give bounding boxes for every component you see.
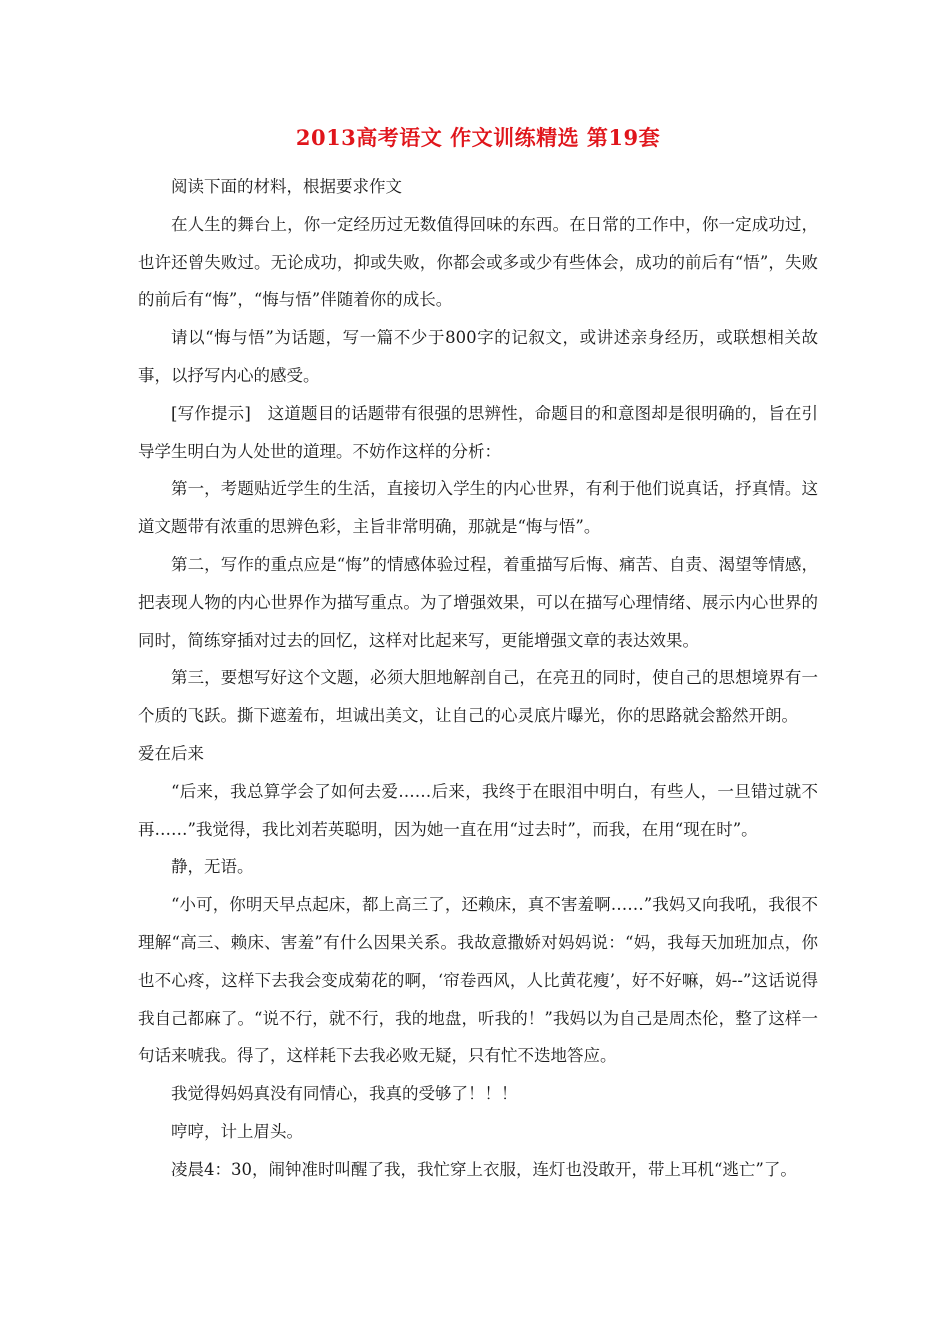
document-page: [138, 118, 818, 1189]
paragraph: 请以“悔与悟”为话题，写一篇不少于800字的记叙文，或讲述亲身经历，或联想相关故事，以抒写内心的感受。: [138, 328, 818, 385]
paragraph: “小可，你明天早点起床，都上高三了，还赖床，真不害羞啊……”我妈又向我吼，我很不理解“高三、赖床、害羞”有什么因果关系。我故意撒娇对妈妈说：“妈，我每天加班加点，你也不心疼，这样下去我会变成菊花的啊，‘帘卷西风，人比黄花瘦’，好不好嘛，妈--”这话说得我自己都麻了。“说不行，就不行，我的地盘，听我的！”我妈以为自己是周杰伦，整了这样一句话来唬我。得了，这样耗下去我必败无疑，只有忙不迭地答应。: [138, 895, 818, 1066]
paragraph: 阅读下面的材料，根据要求作文: [171, 177, 402, 196]
paragraph: 我觉得妈妈真没有同情心，我真的受够了！！！: [171, 1084, 518, 1104]
paragraph: 哼哼，计上眉头。: [171, 1121, 303, 1141]
paragraph: 第二，写作的重点应是“悔”的情感体验过程，着重描写后悔、痛苦、自责、渴望等情感，把表现人物的内心世界作为描写重点。为了增强效果，可以在描写心理情绪、展示内心世界的同时，简练穿插对过去的回忆，这样对比起来写，更能增强文章的表达效果。: [138, 554, 818, 650]
document-body: [138, 168, 818, 1189]
paragraph: 静，无语。: [171, 857, 254, 877]
paragraph: [写作提示] 这道题目的话题带有很强的思辨性，命题目的和意图却是很明确的，旨在引导学生明白为人处世的道理。不妨作这样的分析：: [138, 403, 818, 461]
document-title: 2013高考语文 作文训练精选 第19套: [295, 125, 661, 150]
paragraph: 凌晨4：30，闹钟准时叫醒了我，我忙穿上衣服，连灯也没敢开，带上耳机“逃亡”了。: [171, 1159, 797, 1179]
paragraph: “后来，我总算学会了如何去爱……后来，我终于在眼泪中明白，有些人，一旦错过就不再……”我觉得，我比刘若英聪明，因为她一直在用“过去时”，而我，在用“现在时”。: [138, 781, 818, 839]
paragraph: 第三，要想写好这个文题，必须大胆地解剖自己，在亮丑的同时，使自己的思想境界有一个质的飞跃。撕下遮羞布，坦诚出美文，让自己的心灵底片曝光，你的思路就会豁然开朗。: [138, 668, 818, 726]
paragraph: 在人生的舞台上，你一定经历过无数值得回味的东西。在日常的工作中，你一定成功过，也许还曾失败过。无论成功，抑或失败，你都会或多或少有些体会，成功的前后有“悟”，失败的前后有“悔”，“悔与悟”伴随着你的成长。: [138, 214, 818, 310]
paragraph: 第一，考题贴近学生的生活，直接切入学生的内心世界，有利于他们说真话，抒真情。这道文题带有浓重的思辨色彩，主旨非常明确，那就是“悔与悟”。: [138, 479, 818, 537]
section-heading: 爱在后来: [138, 743, 204, 763]
